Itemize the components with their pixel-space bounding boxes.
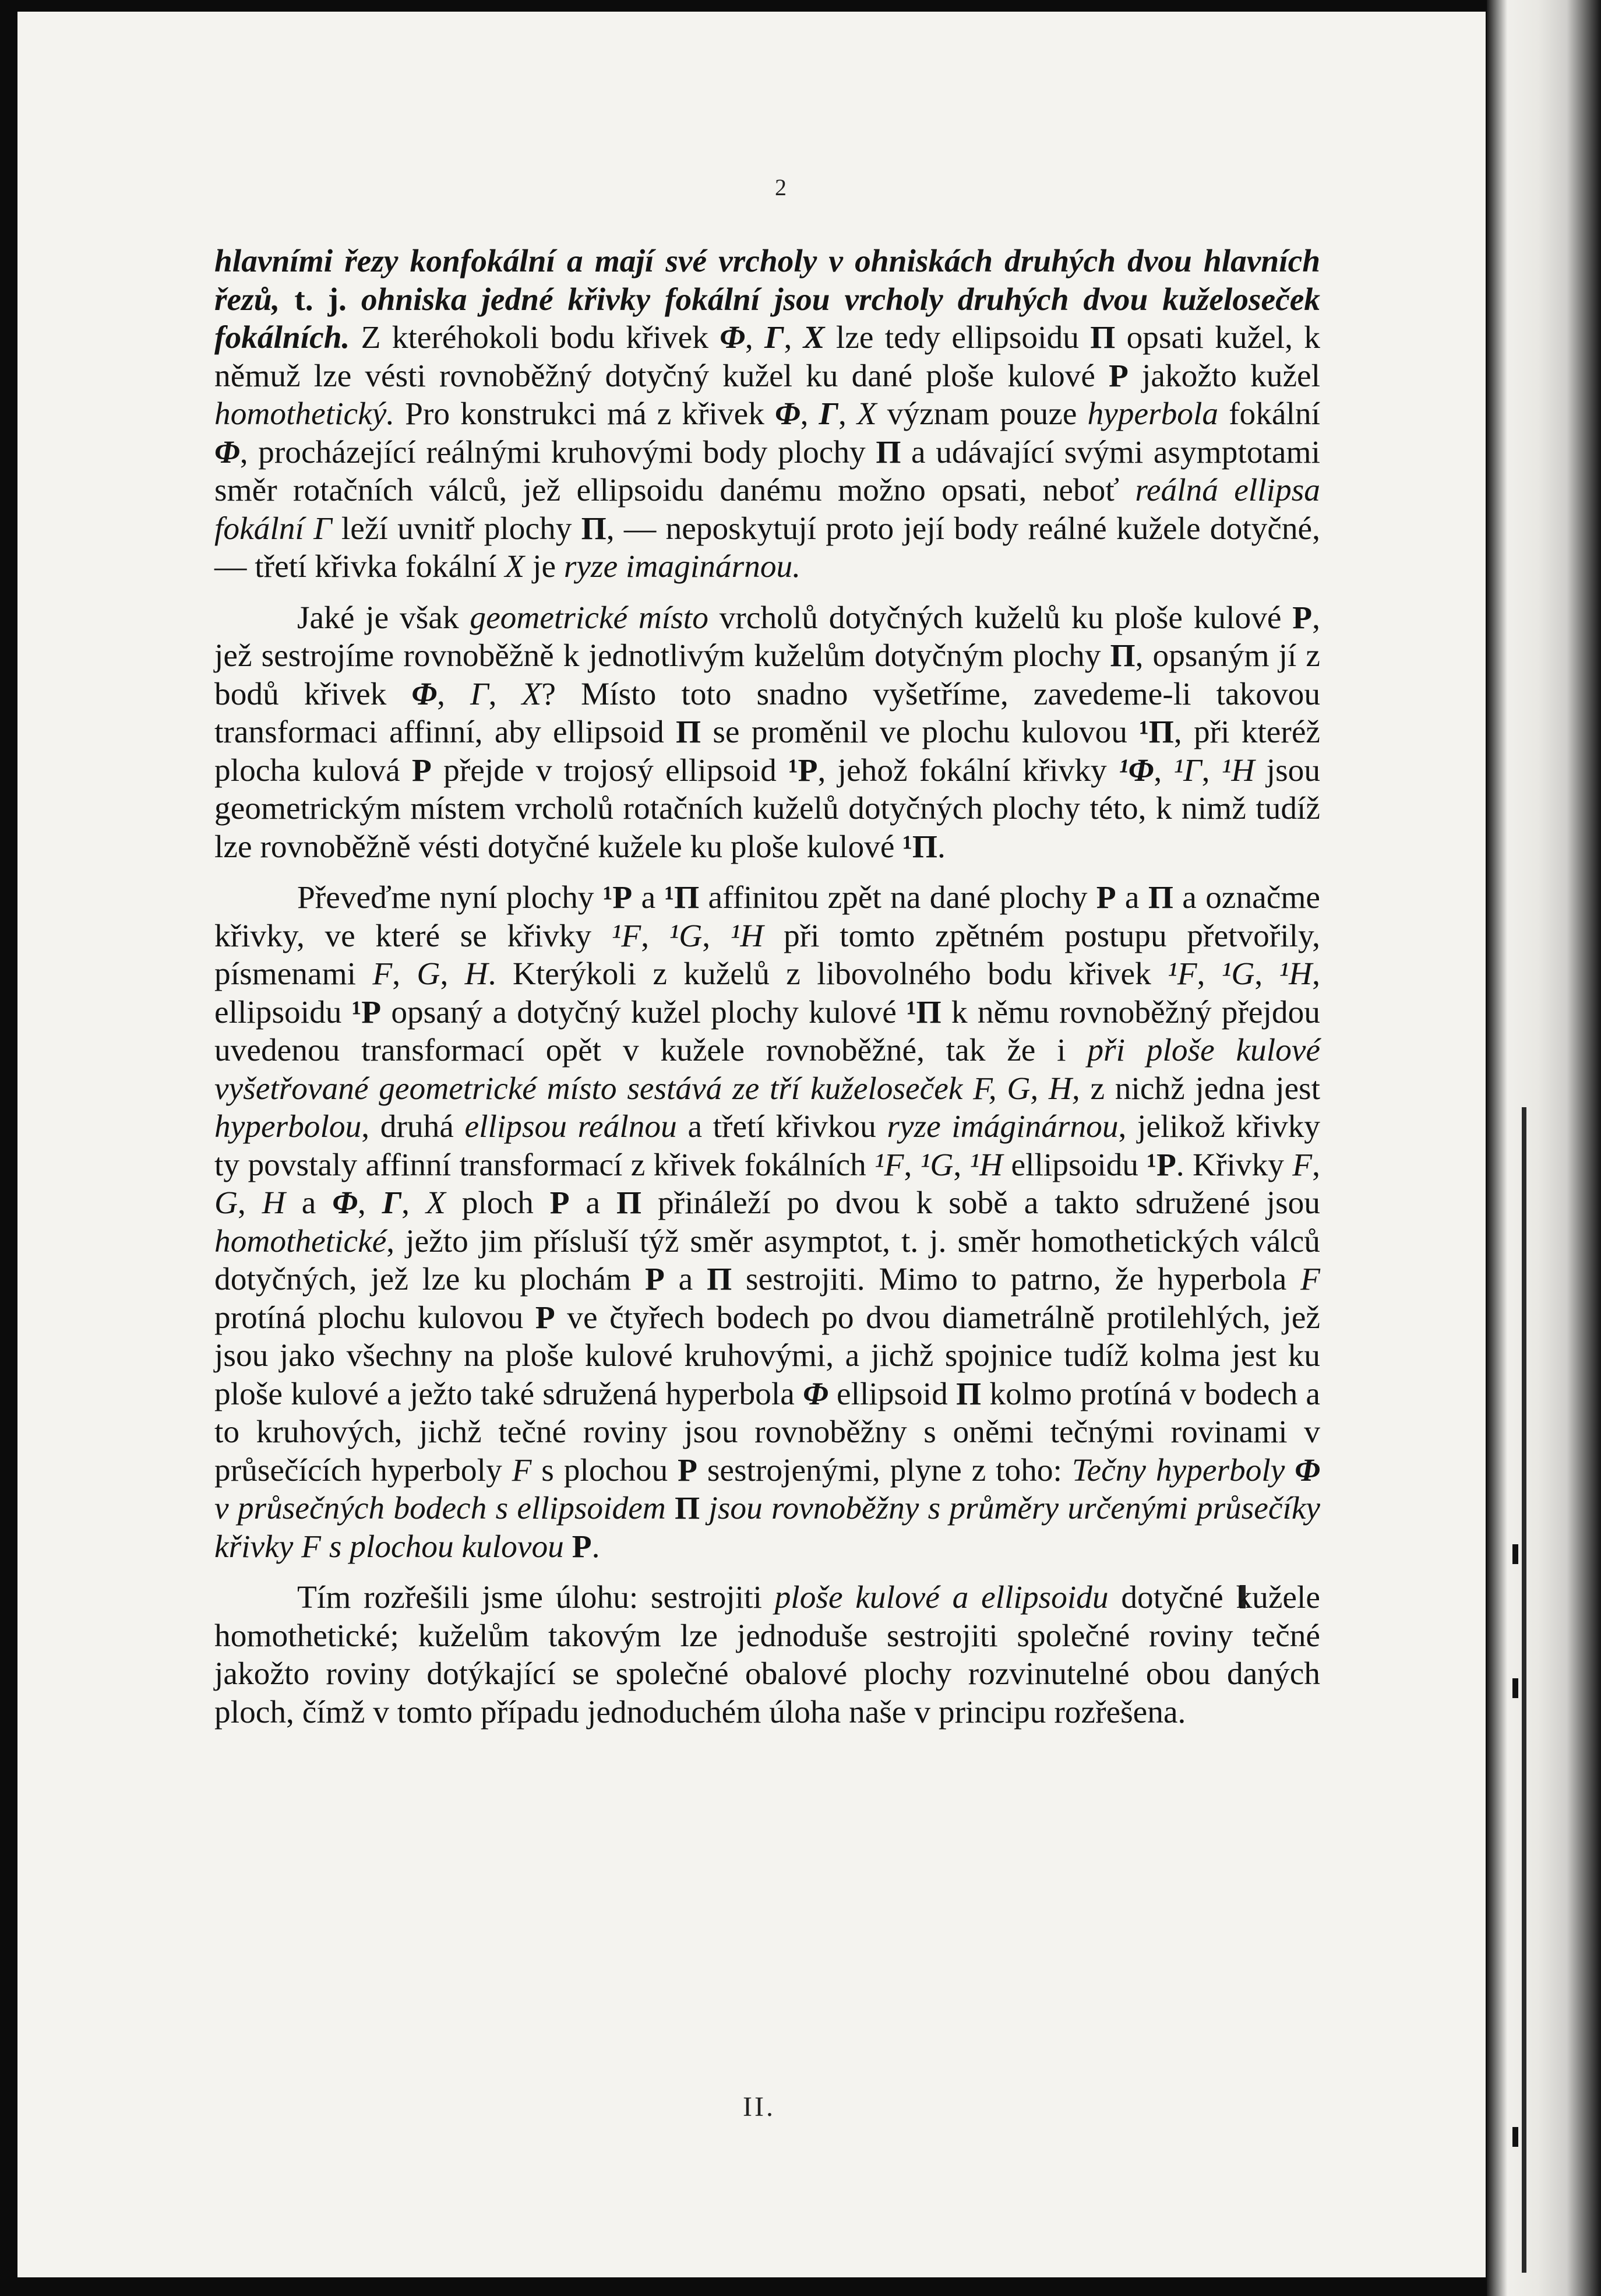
text-run: X [521,675,542,712]
text-run: F [1300,1261,1321,1297]
text-run: , jelikož křivky ty povstaly affinní transformací z křivek fokálních [214,1108,1320,1182]
text-run: , při kteréž plocha kulová [214,714,1320,788]
bold-italic-run: Φ [411,675,438,712]
text-run: a [664,1261,707,1297]
bold-italic-run: Φ [214,434,240,470]
text-run: Π [675,1490,700,1526]
text-run: Π [616,1185,642,1220]
text-run: reálná ellipsa fokální Γ [214,472,1321,546]
text-run: G [214,1185,238,1220]
text-run: Pro konstrukci má z křivek [394,396,775,431]
text-run: X [505,548,525,584]
text-run: dotyčné kužele homothetické; kuželům takovým lze jednoduše sestrojiti společné roviny tečné jakožto roviny dotýkající se společné obalové plochy rozvinutelné obou daných ploch, čímž v tomto případu jednoduchém úloha naše v principu rozřešena. [214,1579,1320,1730]
text-run: a udávající svými asymptotami směr rotačních válců, jež ellipsoidu danému možno opsati, neboť [214,434,1320,508]
text-run: Π [876,434,901,470]
text-run: , druhá [361,1108,465,1144]
text-run: protíná plochu kulovou [214,1299,535,1335]
text-run: se proměnil ve plochu kulovou [701,714,1140,749]
text-run: affinitou zpět na dané plochy [699,879,1096,915]
text-run: , ellipsoidu [214,956,1321,1030]
text-run [819,396,838,431]
spine-mark [1512,2127,1518,2147]
text-run: při ploše kulové vyšetřované geometrické místo sestává ze tří kuželoseček F, G, H, [214,1032,1320,1106]
text-run: Ρ [549,1185,570,1220]
text-run: ¹Ρ [602,879,633,915]
text-run: , jehož fokální křivky [817,752,1119,788]
text-run: Ρ [1096,879,1116,915]
bold-italic-run: Φ [1295,1452,1320,1488]
text-run: , [784,319,803,355]
text-run: ¹F [1168,956,1197,991]
text-run: a [569,1185,616,1220]
text-run: ¹F [611,917,641,953]
text-run: opsaný a dotyčný kužel plochy kulové [381,994,907,1030]
text-run: , [641,917,669,953]
text-run: , [702,917,731,953]
bold-italic-run: Φ [332,1185,358,1220]
bold-italic-run: ohniska jedné křivky fokální jsou vrcholy druhých dvou kuželoseček fokálních. [214,281,1320,355]
text-run: . [937,828,946,864]
text-run: , [1197,956,1222,991]
text-run: , procházející reálnými kruhovými body plochy [239,434,876,470]
text-run: , [953,1146,970,1182]
signature-mark: II. [743,2091,775,2122]
text-run: , [238,1185,262,1220]
text-run [720,319,745,355]
text-run: z nichž jedna jest [1080,1070,1320,1106]
text-run: ¹Π [1139,714,1174,749]
text-run: Ρ [644,1261,665,1297]
text-run: Π [1090,319,1116,355]
text-run: ¹H [969,1146,1003,1182]
text-run: význam pouze [876,396,1088,431]
text-run: ¹G [1221,956,1255,991]
text-run: a třetí křivkou [676,1108,887,1144]
text-run: ryze imáginárnou [887,1108,1119,1144]
bold-italic-run: Φ [803,1375,828,1411]
text-run: , [838,396,857,431]
text-run: Ρ [412,752,432,788]
text-run: a [285,1185,333,1220]
text-run [775,396,800,431]
text-run: a označme křivky, ve které se křivky [214,879,1321,953]
text-run: , [745,319,765,355]
text-run: k němu rovnoběžný přejdou uvedenou transformací opět v kužele rovnoběžné, tak že i [214,994,1320,1068]
text-run [382,1185,401,1220]
bold-italic-run: Φ [720,319,745,355]
text-run [332,1185,358,1220]
text-run: H [464,956,488,991]
text-run [411,676,437,712]
text-run: ¹Γ [1173,752,1202,788]
text-run: Π [1148,879,1173,915]
text-run: ploch [445,1185,550,1220]
text-run: , [800,396,819,431]
text-run: ¹G [669,917,703,953]
text-run: kolmo protíná v bodech a to kruhových, jichž tečné roviny jsou rovnoběžny s oněmi tečnými rovinami v průsečících hyperboly [214,1375,1320,1488]
paragraph [214,598,1320,866]
text-run: , [488,675,522,712]
text-run: homothetický. [214,396,395,431]
text-run: Z kteréhokoli bodu křivek [350,319,720,355]
text-run: , opsaným jí z bodů křivek [214,638,1321,712]
text-run: a [632,879,665,915]
text-run: sestrojiti. Mimo to patrno, že hyperbola [732,1261,1301,1297]
text-run: Ρ [535,1299,555,1335]
text-run: ¹H [1221,752,1255,788]
text-run: ¹Ρ [351,994,382,1030]
text-run: Γ [470,675,489,712]
text-run: Π [956,1375,982,1411]
text-run: přináleží po dvou k sobě a takto sdružené jsou [641,1185,1320,1220]
text-run: geometrické místo [470,599,708,635]
paragraph [214,1578,1320,1731]
text-run: opsati kužel, k němuž lze vésti rovnoběžný dotyčný kužel ku dané ploše kulové [214,319,1320,393]
text-run: sestrojenými, plyne z toho: [697,1452,1072,1488]
text-run: , [1312,1146,1320,1182]
text-run: , [1201,752,1222,788]
bold-italic-run: Γ [764,319,784,355]
text-run: Π [581,510,606,546]
text-run: F [512,1452,532,1488]
text-run: X [425,1185,446,1220]
text-run: Jaké je však [297,599,470,635]
text-run [803,319,825,355]
text-run: ¹F [874,1146,904,1182]
text-run: Ρ [572,1528,592,1564]
text-run: t. j. [280,281,361,317]
text-run: , [437,675,471,712]
text-run: F [372,956,393,991]
text-run: a [1116,879,1148,915]
text-run: ¹G [920,1146,954,1182]
text-run: ryze imaginárnou. [563,548,801,584]
text-run: ¹Ρ [788,752,818,788]
text-run: jsou geometrickým místem vrcholů rotačních kuželů dotyčných plochy této, k nimž tudíž lze rovnoběžně vésti dotyčné kužele ku ploše kulové [214,752,1321,864]
text-run: Ρ [1292,599,1313,635]
text-run: X [856,396,877,431]
text-run: Ρ [1109,357,1129,393]
text-run: Tečny hyperboly [1071,1452,1295,1488]
book-spine-shadow [1487,0,1601,2296]
text-run: , — neposkytují proto její body reálné kužele dotyčné, — třetí křivka fokální [214,510,1320,584]
text-run: ¹H [730,917,764,953]
text-run: ellipsoid [828,1375,957,1411]
text-run: ¹Π [902,828,937,864]
spine-mark [1512,1678,1518,1698]
text-run: při tomto zpětném postupu přetvořily, písmenami [214,917,1321,991]
text-run: , [440,956,465,991]
bold-italic-run: ¹Φ [1119,752,1154,788]
bold-italic-run: Φ [774,396,800,431]
bold-italic-run: Γ [382,1185,402,1220]
text-run: přejde v trojosý ellipsoid [431,752,789,788]
text-run: ploše kulové a ellipsoidu [774,1579,1109,1615]
text-run: jakožto kužel [1128,357,1320,393]
text-run: , [1254,956,1279,991]
text-run: , jež sestrojíme rovnoběžně k jednotlivým kuželům dotyčným plochy [214,599,1320,673]
text-run: Ρ [678,1452,697,1488]
text-run: ¹Π [664,879,700,915]
bold-italic-run: hlavními řezy konfokální a mají své vrcholy v ohniskách druhých dvou hlavních řezů, [214,243,1320,317]
text-run: G [417,956,440,991]
text-run: je [524,548,564,584]
text-run [214,434,240,470]
text-run: fokální [1218,396,1320,431]
text-run: hyperbola [1087,396,1219,431]
text-run: Π [707,1261,732,1297]
paragraph [214,242,1320,586]
paragraph [214,878,1320,1565]
text-run: ¹H [1279,956,1313,991]
text-run: leží uvnitř plochy [332,510,581,546]
text-run [1119,752,1154,788]
text-run: . [591,1528,600,1564]
spine-edge-line [1522,1107,1526,2273]
text-run: ve čtyřech bodech po dvou diametrálně protilehlých, jež jsou jako všechny na ploše kulové kruhovými, a jichž spojnice tudíž kolma jest ku ploše kulové a ježto také sdružená hyperbola [214,1299,1320,1411]
text-run: jsou rovnoběžny s průměry určenými průsečíky křivky F s plochou kulovou [214,1490,1320,1564]
text-run: vrcholů dotyčných kuželů ku ploše kulové [708,599,1293,635]
text-run [803,1376,828,1411]
text-run [1295,1452,1320,1488]
text-run: ellipsoidu [1003,1146,1147,1182]
text-run: , ježto jim přísluší týž směr asymptot, t. j. směr homothetických válců dotyčných, jež lze ku plochám [214,1223,1320,1297]
text-run: , [401,1185,426,1220]
text-run: Π [676,714,701,749]
body-text [214,242,1320,1731]
text-run: s plochou [531,1452,678,1488]
text-run: hyperbolou [214,1108,362,1144]
text-run: , [904,1146,921,1182]
text-run: Tím rozřešili jsme úlohu: sestrojiti [297,1579,775,1615]
text-run: ? Místo toto snadno vyšetříme, zavedeme-li takovou transformaci affinní, aby ellipsoid [214,675,1321,749]
spine-mark [1512,1544,1518,1564]
text-run: Převeďme nyní plochy [297,879,603,915]
text-run: v průsečných bodech s ellipsoidem [214,1490,675,1526]
bold-italic-run: X [803,319,825,355]
text-run: lze tedy ellipsoidu [824,319,1091,355]
bold-italic-run: Γ [819,396,839,431]
text-run [764,319,784,355]
text-run: . Křivky [1176,1146,1293,1182]
text-run: , [1154,752,1174,788]
text-run: H [262,1185,285,1220]
page-number: 2 [775,174,787,200]
text-run: Π [1110,638,1135,673]
text-run: ellipsou reálnou [464,1108,677,1144]
text-run: F [1292,1146,1313,1182]
text-run: . Kterýkoli z kuželů z libovolného bodu křivek [488,956,1168,991]
text-run: , [392,956,417,991]
text-run: , [357,1185,382,1220]
text-run: ¹Ρ [1147,1146,1176,1182]
text-run: ¹Π [907,994,941,1030]
text-run: homothetické [214,1223,387,1259]
